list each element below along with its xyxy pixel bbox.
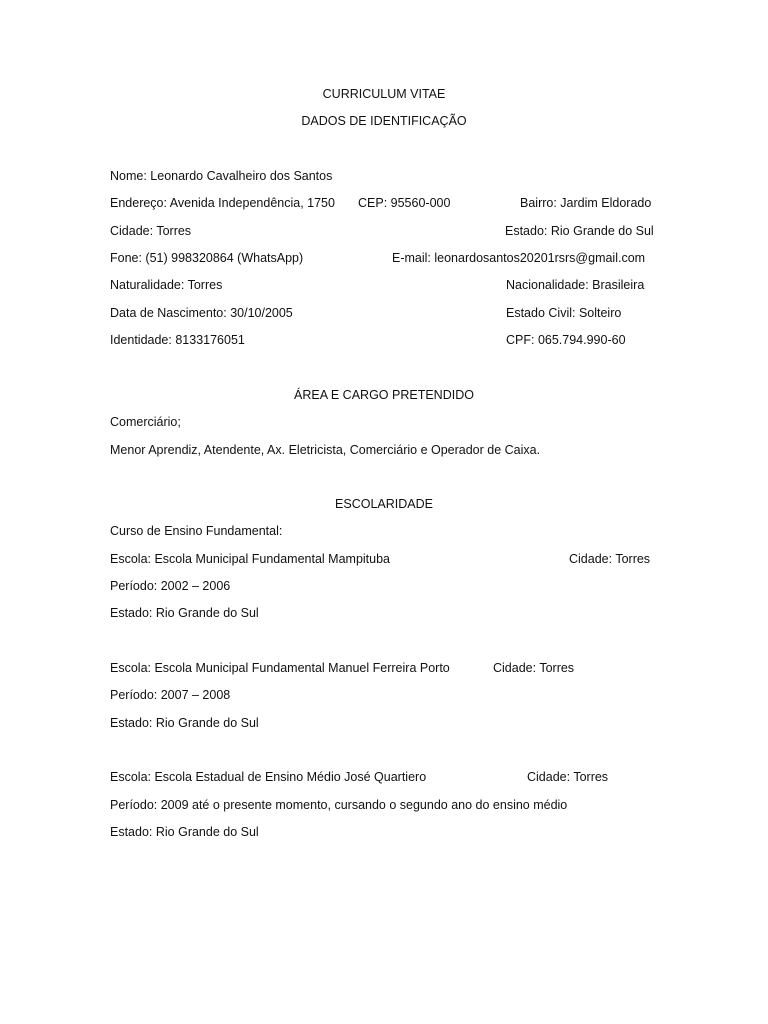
school-2-name: Escola: Escola Municipal Fundamental Manuel Ferreira Porto [110, 661, 450, 675]
document-title: CURRICULUM VITAE [322, 87, 446, 101]
field-identidade: Identidade: 8133176051 [110, 333, 245, 347]
school-2-period: Período: 2007 – 2008 [110, 688, 231, 702]
field-cidade: Cidade: Torres [110, 224, 192, 238]
section-heading-area: ÁREA E CARGO PRETENDIDO [294, 388, 474, 402]
education-course: Curso de Ensino Fundamental: [110, 524, 283, 538]
section-heading-identification: DADOS DE IDENTIFICAÇÃO [301, 114, 467, 128]
field-endereco: Endereço: Avenida Independência, 1750 [110, 196, 335, 210]
school-1-state: Estado: Rio Grande do Sul [110, 606, 259, 620]
school-1-city: Cidade: Torres [569, 552, 651, 566]
field-nascimento: Data de Nascimento: 30/10/2005 [110, 306, 293, 320]
school-3-city: Cidade: Torres [527, 770, 609, 784]
school-3-state: Estado: Rio Grande do Sul [110, 825, 259, 839]
field-cep: CEP: 95560-000 [358, 196, 451, 210]
school-3-name: Escola: Escola Estadual de Ensino Médio José Quartiero [110, 770, 427, 784]
area-line-2: Menor Aprendiz, Atendente, Ax. Eletricista, Comerciário e Operador de Caixa. [110, 443, 541, 457]
school-2-city: Cidade: Torres [493, 661, 575, 675]
school-3-period: Período: 2009 até o presente momento, cursando o segundo ano do ensino médio [110, 798, 568, 812]
field-estado: Estado: Rio Grande do Sul [505, 224, 654, 238]
field-nacionalidade: Nacionalidade: Brasileira [506, 278, 645, 292]
field-bairro: Bairro: Jardim Eldorado [520, 196, 652, 210]
school-1-name: Escola: Escola Municipal Fundamental Mampituba [110, 552, 390, 566]
field-estado-civil: Estado Civil: Solteiro [506, 306, 622, 320]
field-fone: Fone: (51) 998320864 (WhatsApp) [110, 251, 304, 265]
field-cpf: CPF: 065.794.990-60 [506, 333, 626, 347]
school-1-period: Período: 2002 – 2006 [110, 579, 231, 593]
field-email: E-mail: leonardosantos20201rsrs@gmail.com [392, 251, 646, 265]
field-nome: Nome: Leonardo Cavalheiro dos Santos [110, 169, 333, 183]
area-line-1: Comerciário; [110, 415, 181, 429]
field-naturalidade: Naturalidade: Torres [110, 278, 223, 292]
section-heading-education: ESCOLARIDADE [335, 497, 433, 511]
school-2-state: Estado: Rio Grande do Sul [110, 716, 259, 730]
